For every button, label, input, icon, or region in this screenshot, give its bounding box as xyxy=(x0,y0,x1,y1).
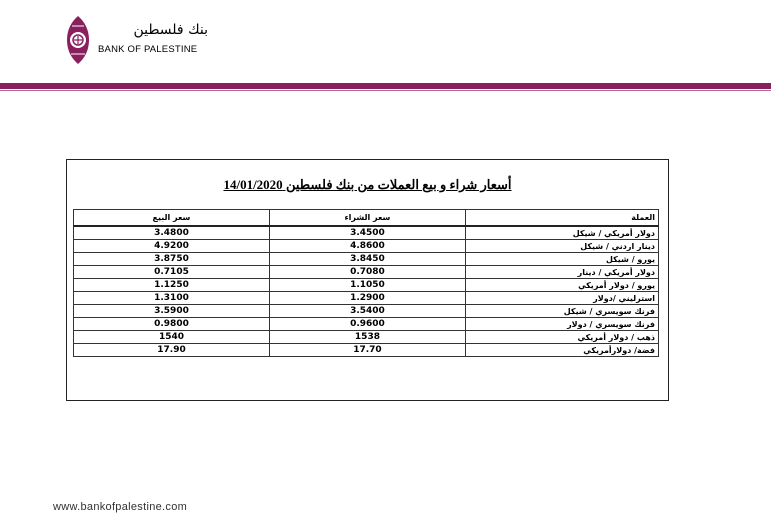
table-row xyxy=(74,344,659,357)
buy-rate: 17.70 xyxy=(269,344,465,357)
table-header-row xyxy=(74,210,659,227)
currency-pair: يورو / دولار أمريكي xyxy=(465,279,658,292)
buy-rate: 3.8450 xyxy=(269,253,465,266)
currency-pair: دينار اردني / شيكل xyxy=(465,240,658,253)
currency-pair: استرليني /دولار xyxy=(465,292,658,305)
brand-header-divider xyxy=(0,90,771,91)
sell-rate: 4.9200 xyxy=(74,240,270,253)
sell-rate: 17.90 xyxy=(74,344,270,357)
currency-pair: فرنك سويسري / دولار xyxy=(465,318,658,331)
currency-pair: دولار أمريكي / دينار xyxy=(465,266,658,279)
table-row xyxy=(74,331,659,344)
currency-pair: دولار أمريكي / شيكل xyxy=(465,226,658,240)
buy-rate: 3.4500 xyxy=(269,226,465,240)
currency-pair: ذهب / دولار أمريكي xyxy=(465,331,658,344)
sell-rate: 0.9800 xyxy=(74,318,270,331)
table-row xyxy=(74,240,659,253)
buy-rate: 1.2900 xyxy=(269,292,465,305)
table-row xyxy=(74,292,659,305)
table-row xyxy=(74,305,659,318)
rates-table xyxy=(73,209,659,357)
currency-pair: فرنك سويسري / شيكل xyxy=(465,305,658,318)
bank-emblem-icon xyxy=(63,14,93,66)
sell-rate: 1.3100 xyxy=(74,292,270,305)
sell-rate: 3.4800 xyxy=(74,226,270,240)
buy-rate: 1538 xyxy=(269,331,465,344)
buy-rate: 0.9600 xyxy=(269,318,465,331)
sell-rate: 1.1250 xyxy=(74,279,270,292)
buy-rate: 1.1050 xyxy=(269,279,465,292)
sell-rate: 3.8750 xyxy=(74,253,270,266)
bank-logo xyxy=(63,14,213,72)
currency-pair: فضة/ دولارأمريكي xyxy=(465,344,658,357)
footer-website-link[interactable]: www.bankofpalestine.com xyxy=(53,501,188,513)
bank-name-arabic: بنك فلسطين xyxy=(133,22,208,38)
table-row xyxy=(74,279,659,292)
buy-rate: 3.5400 xyxy=(269,305,465,318)
rates-title: أسعار شراء و بيع العملات من بنك فلسطين 14/01/2020 xyxy=(223,177,512,192)
bank-name-english: BANK OF PALESTINE xyxy=(98,44,198,55)
sell-rate: 1540 xyxy=(74,331,270,344)
buy-rate: 0.7080 xyxy=(269,266,465,279)
sell-rate: 0.7105 xyxy=(74,266,270,279)
table-row xyxy=(74,266,659,279)
header-currency: العملة xyxy=(465,210,658,227)
table-row xyxy=(74,226,659,240)
brand-header-band xyxy=(0,83,771,89)
header-sell: سعر البيع xyxy=(74,210,270,227)
sell-rate: 3.5900 xyxy=(74,305,270,318)
table-row xyxy=(74,253,659,266)
currency-pair: يورو / شيكل xyxy=(465,253,658,266)
header-buy: سعر الشراء xyxy=(269,210,465,227)
rates-panel xyxy=(66,159,669,401)
buy-rate: 4.8600 xyxy=(269,240,465,253)
table-row xyxy=(74,318,659,331)
